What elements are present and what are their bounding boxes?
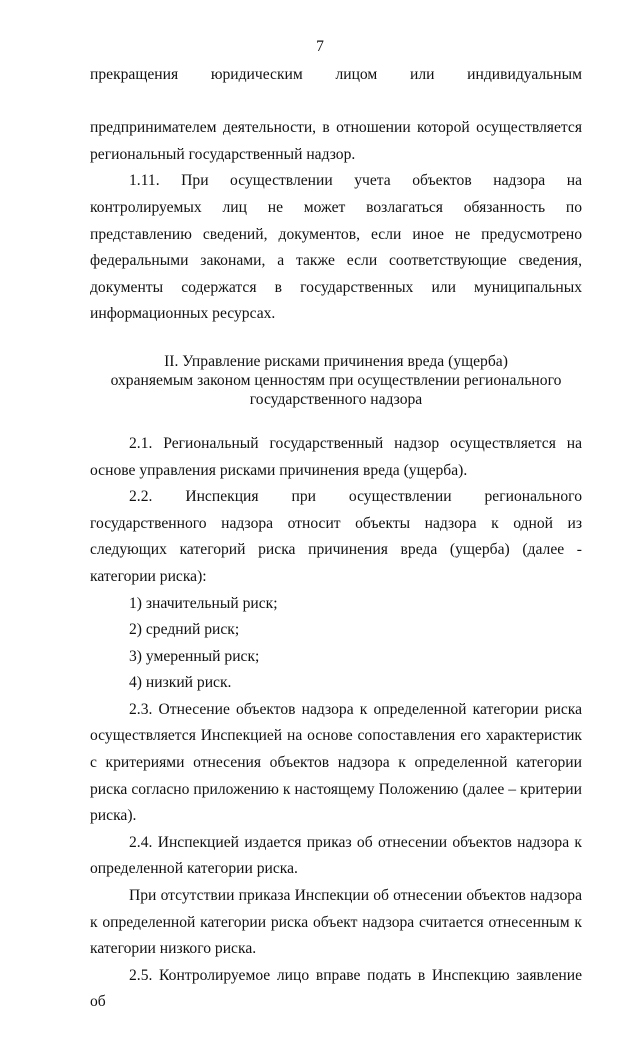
paragraph-2-3: 2.3. Отнесение объектов надзора к определенной категории риска осуществляется Инспекцией на основе сопоставления его характеристик с критериями отнесения объектов надзора к определенной категории риска согласно приложению к настоящему Положению (далее – критерии риска).	[90, 700, 582, 825]
section-heading-line-3: государственного надзора	[249, 390, 423, 408]
paragraph-2-1: 2.1. Региональный государственный надзор осуществляется на основе управления рисками причинения вреда (ущерба).	[90, 434, 582, 479]
section-heading	[90, 352, 582, 409]
page-number: 7	[316, 38, 324, 55]
section-heading-line-1: II. Управление рисками причинения вреда (ущерба)	[164, 352, 508, 370]
list-item: 3) умеренный риск;	[129, 647, 260, 665]
paragraph-continuation: предпринимателем деятельности, в отношении которой осуществляется региональный государственный надзор.	[90, 119, 582, 163]
list-item: 4) низкий риск.	[129, 674, 232, 692]
section-heading-line-2: охраняемым законом ценностям при осуществлении регионального	[110, 371, 562, 389]
paragraph-1-11: 1.11. При осуществлении учета объектов надзора на контролируемых лиц не может возлагаться обязанность по представлению сведений, документов, если иное не предусмотрено федеральными законами, а также если соответствующие сведения, документы содержатся в государственных или муниципальных информационных ресурсах.	[90, 172, 582, 323]
paragraph-2-5: 2.5. Контролируемое лицо вправе подать в Инспекцию заявление об	[90, 966, 582, 1011]
page-content	[90, 62, 582, 1043]
list-item: 1) значительный риск;	[129, 594, 278, 612]
paragraph-2-2: 2.2. Инспекция при осуществлении регионального государственного надзора относит объекты надзора к одной из следующих категорий риска причинения вреда (ущерба) (далее - категории риска):	[90, 488, 582, 585]
paragraph-absence-of-order: При отсутствии приказа Инспекции об отнесении объектов надзора к определенной категории риска объект надзора считается отнесенным к категории низкого риска.	[90, 887, 582, 958]
paragraph-continuation-line: прекращения юридическим лицом или индивидуальным	[90, 66, 582, 83]
list-item: 2) средний риск;	[129, 621, 240, 639]
paragraph-2-4: 2.4. Инспекцией издается приказ об отнесении объектов надзора к определенной категории риска.	[90, 833, 582, 878]
